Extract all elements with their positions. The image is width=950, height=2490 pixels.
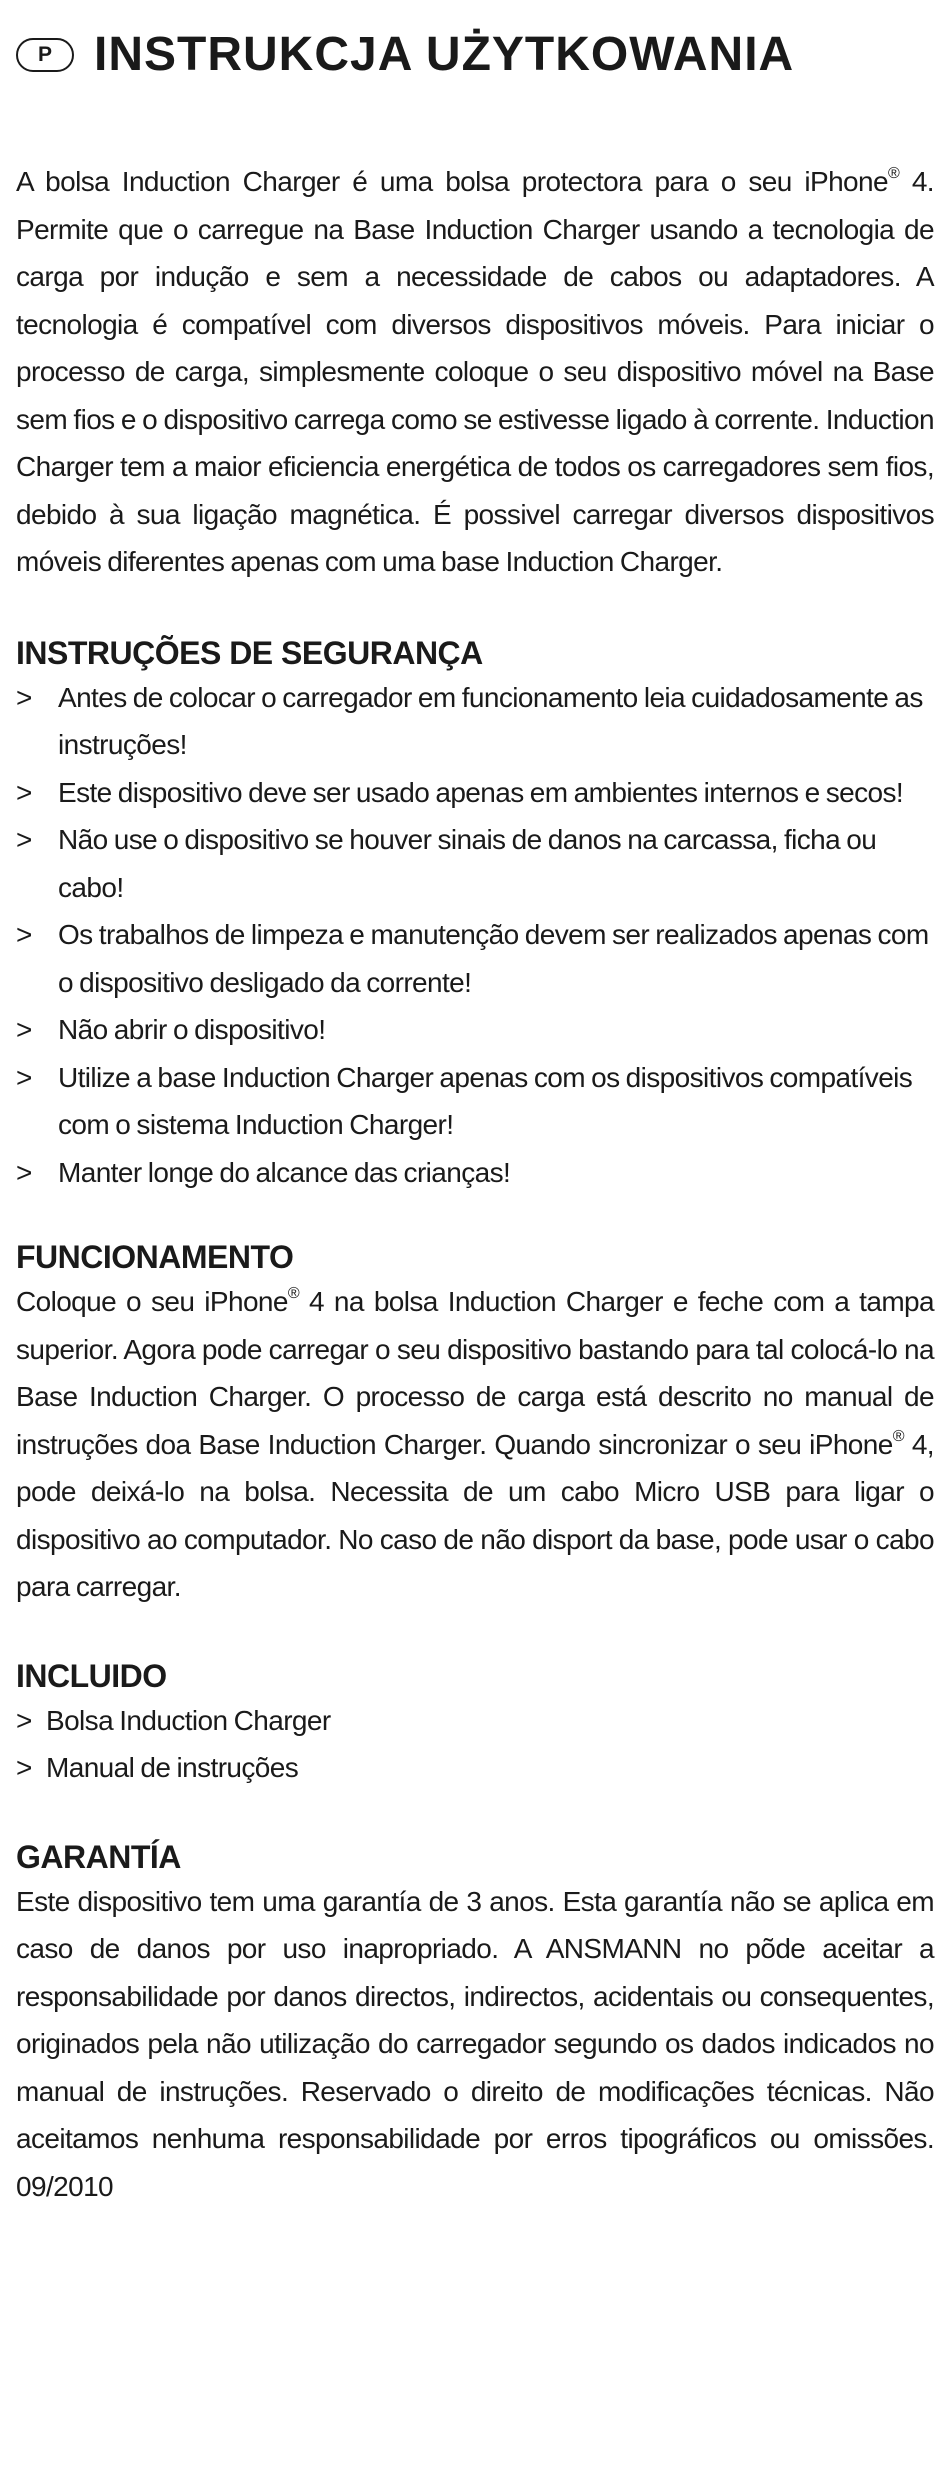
safety-item <box>16 911 934 1006</box>
garantia-heading: GARANTÍA <box>16 1838 181 1875</box>
safety-item-text: Não abrir o dispositivo! <box>58 1014 326 1045</box>
safety-item <box>16 1006 934 1054</box>
safety-item <box>16 769 934 817</box>
intro-paragraph <box>16 158 934 586</box>
safety-item <box>16 816 934 911</box>
bullet-marker: > <box>16 776 32 808</box>
incluido-heading: INCLUIDO <box>16 1657 167 1694</box>
safety-item <box>16 1149 934 1197</box>
funcionamento-text-part2: 4 na bolsa Induction Charger e feche com a tampa superior. Agora pode carregar o seu dispositivo bastando para tal colocá-lo na Base Induction Charger. O processo de carga está descrito no manual de instruções doa Base Induction Charger. Quando sincronizar o seu iPhone <box>16 1286 934 1460</box>
incluido-item <box>16 1697 934 1745</box>
bullet-marker: > <box>16 1704 32 1736</box>
manual-page <box>16 22 934 2210</box>
safety-item <box>16 674 934 769</box>
safety-item-text: Este dispositivo deve ser usado apenas em ambientes internos e secos! <box>58 776 904 808</box>
safety-heading: INSTRUÇÕES DE SEGURANÇA <box>16 634 483 671</box>
bullet-marker: > <box>16 1061 32 1093</box>
bullet-marker: > <box>16 824 32 855</box>
registered-mark: ® <box>892 1427 904 1445</box>
bullet-marker: > <box>16 919 32 950</box>
safety-item-text: Manter longe do alcance das crianças! <box>58 1156 511 1188</box>
intro-text-part2: 4. Permite que o carregue na Base Induction Charger usando a tecnologia de carga por indução e sem a necessidade de cabos ou adaptadores. A tecnologia é compatível com diversos dispositivos móveis. Para iniciar o processo de carga, simplesmente coloque o seu dispositivo móvel na Base sem fios e o dispositivo carrega como se estivesse ligado à corrente. Induction Charger tem a maior eficiencia energética de todos os carregadores sem fios, debido à sua ligação magnética. É possivel carregar diversos dispositivos móveis diferentes apenas com uma base Induction Charger. <box>16 166 934 577</box>
garantia-paragraph: Este dispositivo tem uma garantía de 3 anos. Esta garantía não se aplica em caso de danos por uso inapropriado. A ANSMANN no põde aceitar a responsabilidade por danos directos, indirectos, acidentais ou consequentes, originados pela não utilização do carregador segundo os dados indicados no manual de instruções. Reservado o direito de modificações técnicas. Não aceitamos nenhuma responsabilidade por erros tipográficos ou omissões. 09/2010 <box>16 1885 934 2202</box>
funcionamento-text-part3: 4, pode deixá-lo na bolsa. Necessita de um cabo Micro USB para ligar o dispositivo ao computador. No caso de não disport da base, pode usar o cabo para carregar. <box>16 1428 934 1602</box>
funcionamento-text-part1: Coloque o seu iPhone <box>16 1286 288 1317</box>
intro-text-part1: A bolsa Induction Charger é uma bolsa protectora para o seu iPhone <box>16 166 888 197</box>
page-title: INSTRUKCJA UŻYTKOWANIA <box>94 28 795 81</box>
registered-mark: ® <box>287 1285 300 1302</box>
incluido-list <box>16 1697 934 1792</box>
funcionamento-heading: FUNCIONAMENTO <box>16 1239 294 1275</box>
safety-item-text: Antes de colocar o carregador em funcionamento leia cuidadosamente as instruções! <box>58 681 923 760</box>
bullet-marker: > <box>16 1014 32 1045</box>
funcionamento-paragraph <box>16 1278 934 1611</box>
bullet-marker: > <box>16 681 32 713</box>
incluido-item-text: Manual de instruções <box>46 1752 299 1783</box>
bullet-marker: > <box>16 1752 32 1783</box>
incluido-item-text: Bolsa Induction Charger <box>46 1704 331 1736</box>
safety-list <box>16 674 934 1197</box>
safety-item-text: Os trabalhos de limpeza e manutenção devem ser realizados apenas com o dispositivo desligado da corrente! <box>58 919 929 998</box>
title-row <box>16 22 934 88</box>
safety-item-text: Utilize a base Induction Charger apenas com os dispositivos compatíveis com o sistema Induction Charger! <box>58 1061 913 1140</box>
language-badge: P <box>16 38 74 72</box>
incluido-item <box>16 1744 934 1792</box>
safety-item-text: Não use o dispositivo se houver sinais de danos na carcassa, ficha ou cabo! <box>58 824 877 903</box>
safety-item <box>16 1054 934 1149</box>
registered-mark: ® <box>887 165 900 182</box>
bullet-marker: > <box>16 1156 32 1188</box>
